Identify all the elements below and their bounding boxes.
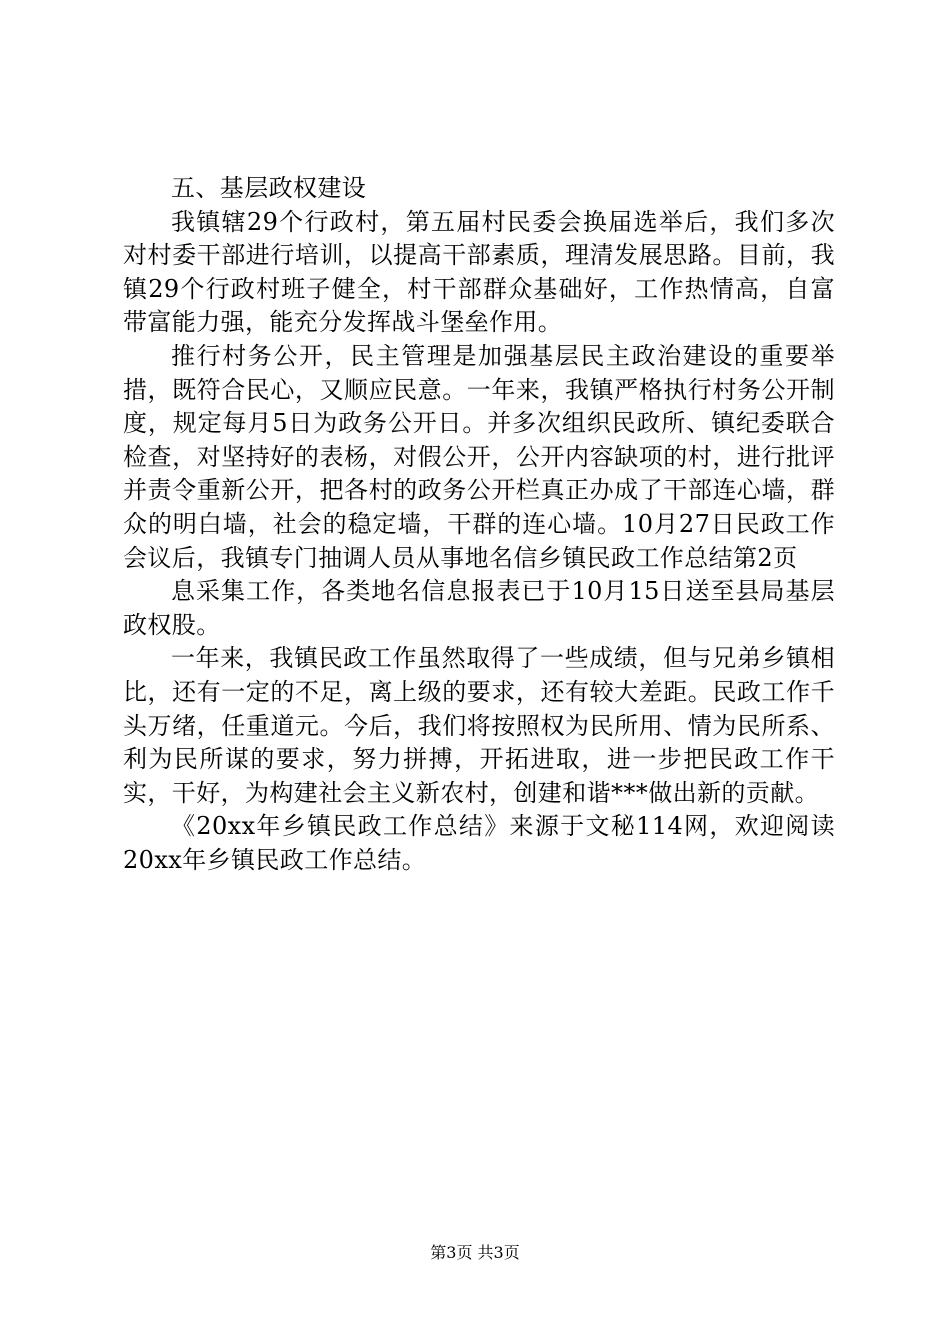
section-heading: 五、基层政权建设	[171, 174, 367, 202]
document-body	[123, 172, 835, 877]
page-footer: 第3页 共3页	[430, 1243, 520, 1262]
paragraph-summary-outlook: 一年来，我镇民政工作虽然取得了一些成绩，但与兄弟乡镇相比，还有一定的不足，离上级的要求，还有较大差距。民政工作千头万绪，任重道元。今后，我们将按照权为民所用、情为民所系、利为民所谋的要求，努力拼搏，开拓进取，进一步把民政工作干实，干好，为构建社会主义新农村，创建和谐***做出新的贡献。	[123, 644, 835, 807]
paragraph-village-affairs-disclosure: 推行村务公开，民主管理是加强基层民主政治建设的重要举措，既符合民心，又顺应民意。一年来，我镇严格执行村务公开制度，规定每月5日为政务公开日。并多次组织民政所、镇纪委联合检查，对坚持好的表杨，对假公开，公开内容缺项的村，进行批评并责令重新公开，把各村的政务公开栏真正办成了干部连心墙，群众的明白墙，社会的稳定墙，干群的连心墙。10月27日民政工作会议后，我镇专门抽调人员从事地名信乡镇民政工作总结第2页	[123, 341, 835, 572]
paragraph-place-name-collection: 息采集工作，各类地名信息报表已于10月15日送至县局基层政权股。	[123, 577, 835, 639]
paragraph-village-committees: 我镇辖29个行政村，第五届村民委会换届选举后，我们多次对村委干部进行培训，以提高干部素质，理清发展思路。目前，我镇29个行政村班子健全，村干部群众基础好，工作热情高，自富带富能力强，能充分发挥战斗堡垒作用。	[123, 207, 835, 337]
paragraph-source-note: 《20xx年乡镇民政工作总结》来源于文秘114网，欢迎阅读20xx年乡镇民政工作总结。	[123, 812, 835, 874]
